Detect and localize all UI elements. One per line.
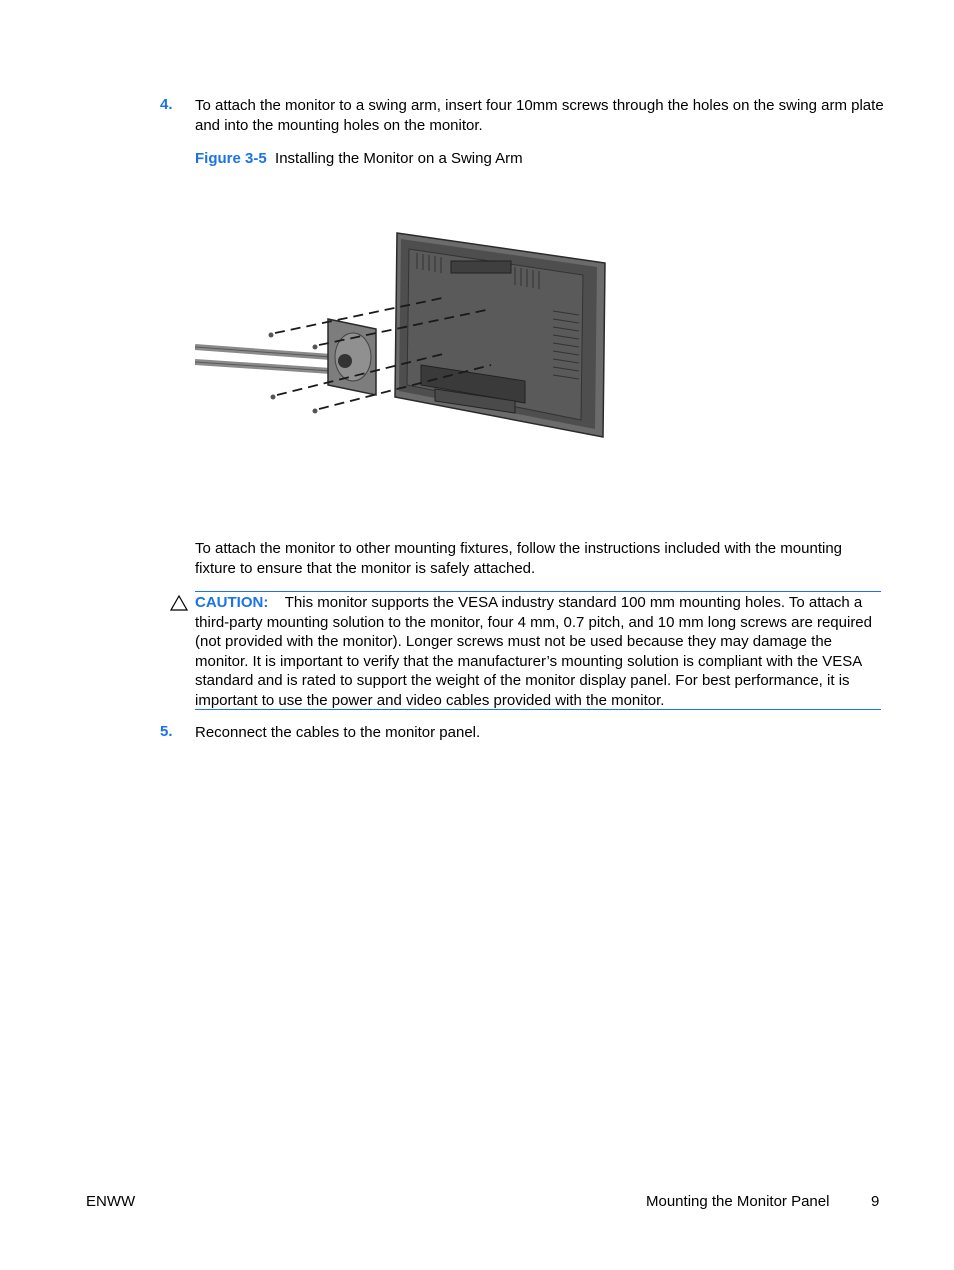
footer-left: ENWW [86, 1193, 136, 1210]
swing-arm-mounting-illustration [195, 225, 615, 445]
page-number: 9 [871, 1193, 880, 1210]
mounting-instructions-paragraph: To attach the monitor to other mounting fixtures, follow the instructions included with the mounting fixture to ensure that the monitor is safely attached. [195, 540, 843, 577]
warning-triangle-icon [170, 595, 188, 611]
caution-text: This monitor supports the VESA industry standard 100 mm mounting holes. To attach a third-party mounting solution to the monitor, four 4 mm, 0.7 pitch, and 10 mm long screws are required (not provided with the monitor). Longer screws must not be used because they may damage the monitor. It is important to verify that the manufacturer’s mounting solution is compliant with the VESA standard and is rated to support the weight of the monitor display panel. For best performance, it is important to use the power and video cables provided with the monitor. [195, 594, 872, 709]
caution-label: CAUTION: [195, 594, 269, 611]
step-text: To attach the monitor to a swing arm, insert four 10mm screws through the holes on the swing arm plate and into the mounting holes on the monitor. [195, 97, 884, 134]
figure-label: Figure 3-5 [195, 150, 267, 167]
step-number: 4. [160, 96, 173, 113]
figure-title: Installing the Monitor on a Swing Arm [275, 150, 523, 167]
step-number: 5. [160, 723, 173, 740]
footer-section: Mounting the Monitor Panel [646, 1193, 830, 1210]
figure-caption [195, 149, 885, 169]
step-text: Reconnect the cables to the monitor panel. [195, 724, 481, 741]
caution-text-block [195, 593, 885, 710]
